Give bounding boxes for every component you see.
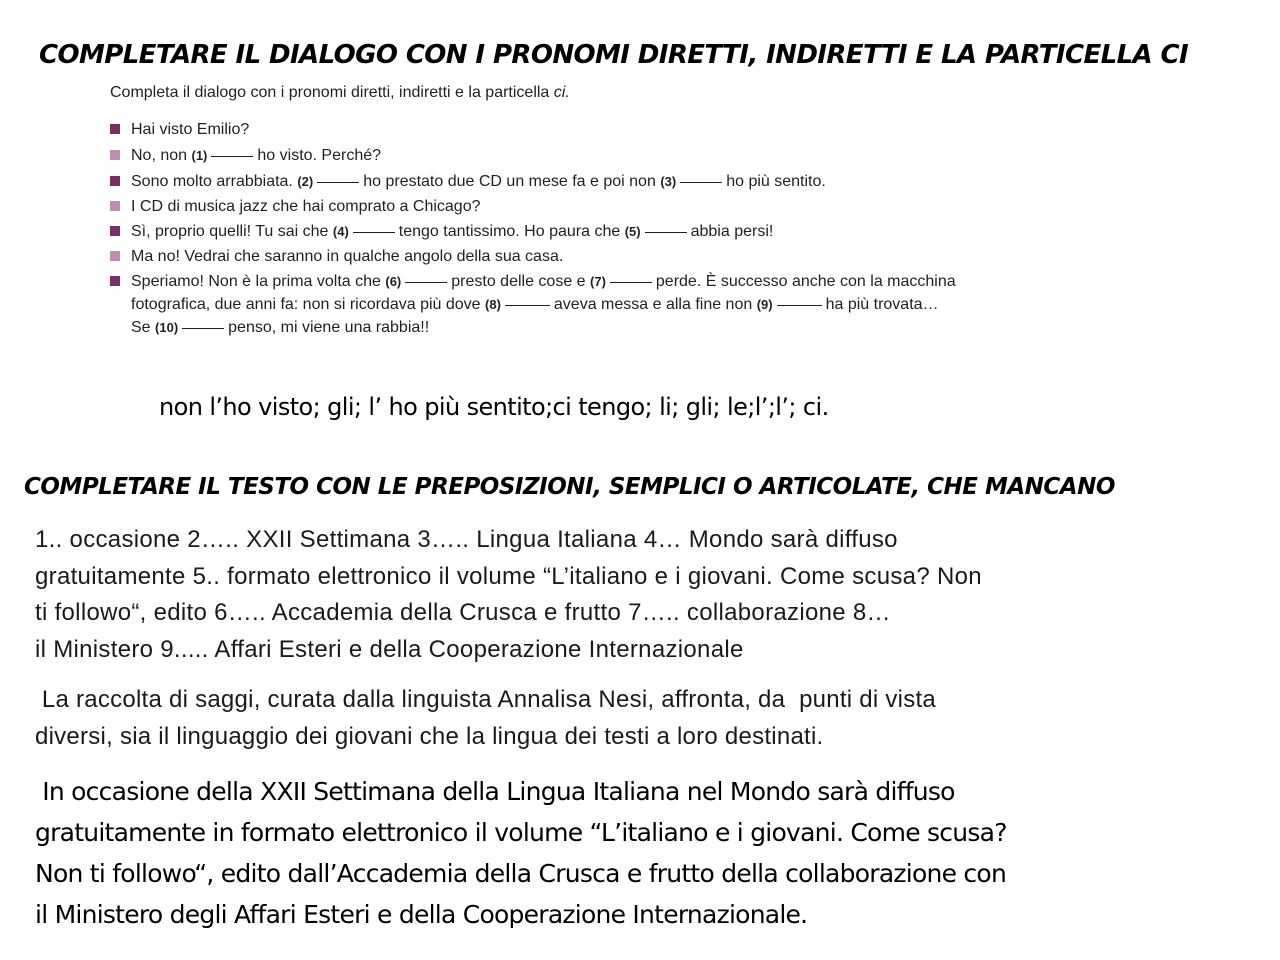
blank-7 [610,281,652,283]
blank-2 [317,181,359,183]
pronouns-exercise-title: COMPLETARE IL DIALOGO CON I PRONOMI DIRETTI, INDIRETTI E LA PARTICELLA CI [39,40,1189,70]
blank-1 [211,155,253,157]
text-line: gratuitamente in formato elettronico il volume “L’italiano e i giovani. Come scusa? [35,818,1007,847]
speaker-a-bullet-icon [110,276,120,286]
text-line: il Ministero 9..... Affari Esteri e della Cooperazione Internazionale [35,635,744,663]
dialogue-line: No, non (1) ho visto. Perché? [110,147,381,165]
blank-6 [405,281,447,283]
text-line: La raccolta di saggi, curata dalla linguista Annalisa Nesi, affronta, da punti di vista [35,686,936,713]
speaker-a-bullet-icon [110,124,120,134]
dialogue-line: fotografica, due anni fa: non si ricordava più dove (8) aveva messa e alla fine non (9) ha più trovata… [131,296,939,313]
dialogue-line: Sì, proprio quelli! Tu sai che (4) tengo tantissimo. Ho paura che (5) abbia persi! [110,223,773,241]
dialogue-line: Se (10) penso, mi viene una rabbia!! [131,319,430,336]
solution-paragraph [35,771,1007,935]
dialogue-line: Hai visto Emilio? [110,121,249,139]
blank-5 [645,231,687,233]
dialogue-line: I CD di musica jazz che hai comprato a Chicago? [110,198,481,216]
textbook-exercise-image [110,84,1010,344]
text-line: Non ti followo“, edito dall’Accademia della Crusca e frutto della collaborazione con [35,859,1007,888]
blank-8 [505,304,550,306]
blank-9 [777,304,822,306]
text-line: ti followo“, edito 6….. Accademia della Crusca e frutto 7….. collaborazione 8… [35,599,891,626]
dialogue-line: Sono molto arrabbiata. (2) ho prestato due CD un mese fa e poi non (3) ho più sentito. [110,173,826,191]
speaker-b-bullet-icon [110,150,120,160]
speaker-b-bullet-icon [110,251,120,261]
blank-10 [182,327,224,329]
text-line: In occasione della XXII Settimana della Lingua Italiana nel Mondo sarà diffuso [35,777,955,806]
speaker-a-bullet-icon [110,226,120,236]
text-line: diversi, sia il linguaggio dei giovani che la lingua dei testi a loro destinati. [35,722,824,750]
speaker-b-bullet-icon [110,201,120,211]
answer-key: non l’ho visto; gli; l’ ho più sentito;ci tengo; li; gli; le;l’;l’; ci. [159,393,829,421]
prepositions-exercise-text [35,522,982,668]
dialogue-line: Speriamo! Non è la prima volta che (6) presto delle cose e (7) perde. È successo anche con la macchina [110,273,956,291]
description-paragraph [35,682,936,755]
text-line: gratuitamente 5.. formato elettronico il volume “L’italiano e i giovani. Come scusa? Non [35,562,982,590]
speaker-a-bullet-icon [110,176,120,186]
text-line: il Ministero degli Affari Esteri e della Cooperazione Internazionale. [35,900,808,929]
prepositions-exercise-title: COMPLETARE IL TESTO CON LE PREPOSIZIONI, SEMPLICI O ARTICOLATE, CHE MANCANO [24,474,1115,500]
exercise-heading: Completa il dialogo con i pronomi diretti, indiretti e la particella ci. [110,84,570,101]
blank-4 [353,231,395,233]
dialogue-line: Ma no! Vedrai che saranno in qualche angolo della sua casa. [110,248,563,266]
blank-3 [680,181,722,183]
text-line: 1.. occasione 2….. XXII Settimana 3….. Lingua Italiana 4… Mondo sarà diffuso [35,526,898,553]
